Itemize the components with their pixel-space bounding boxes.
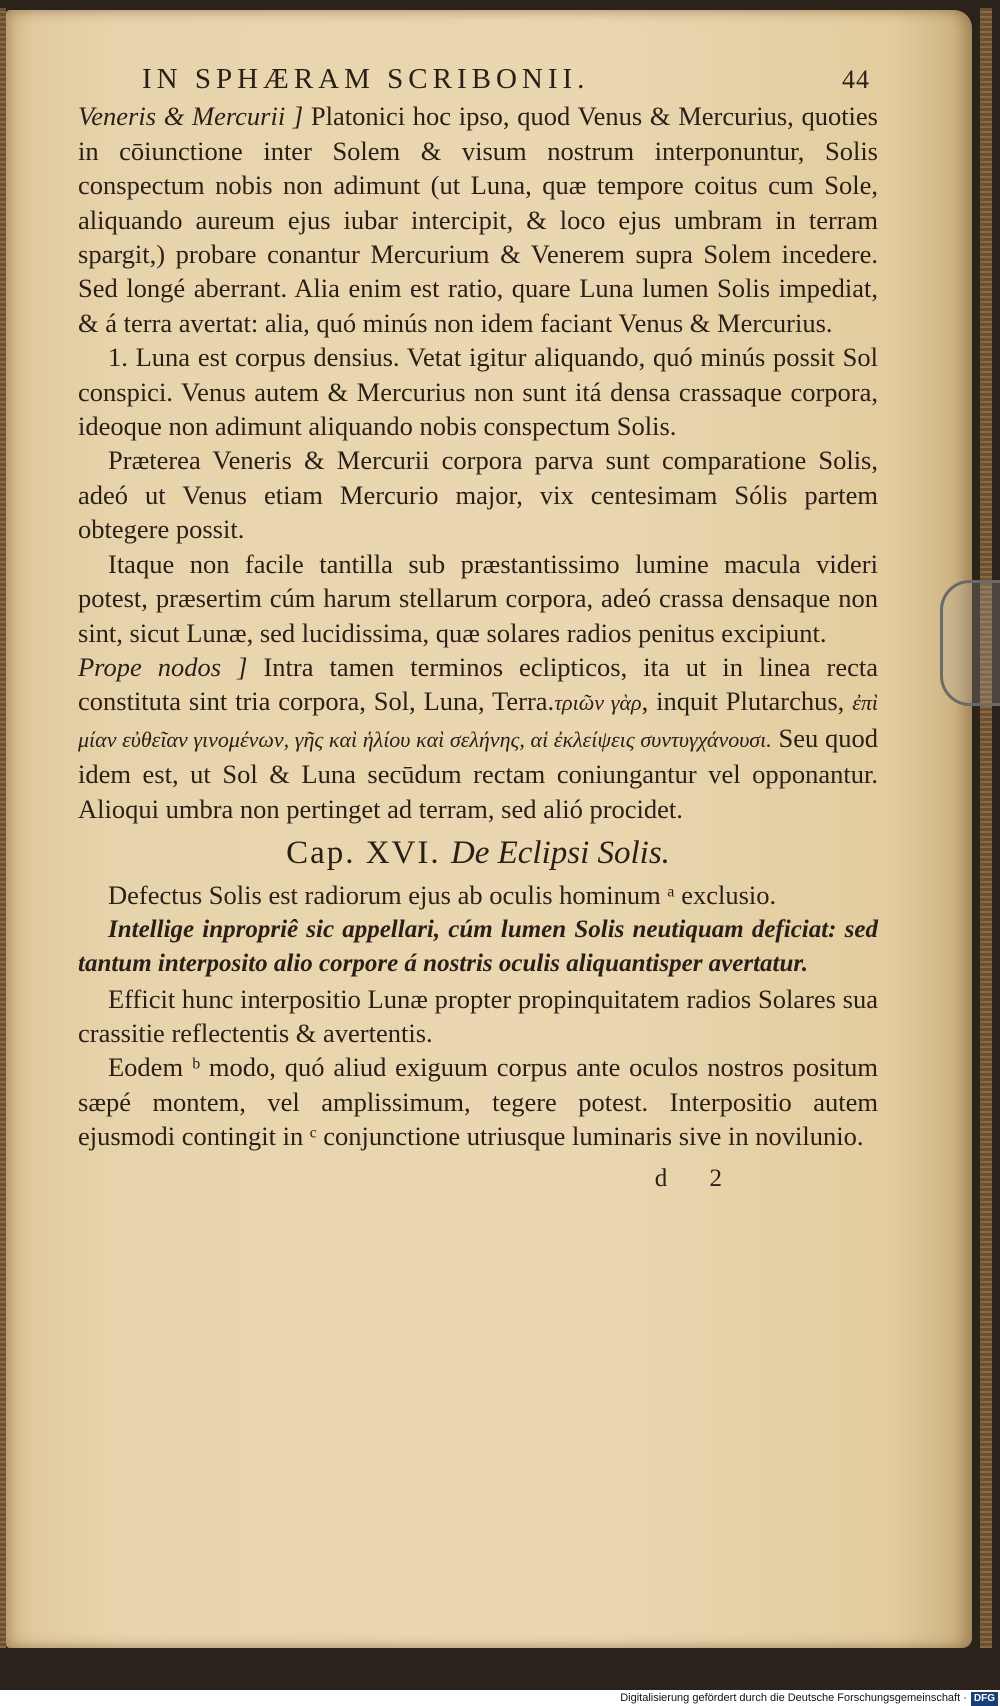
chapter-heading — [78, 836, 878, 870]
paragraph-itaque — [78, 547, 878, 650]
page-stack-edge-right — [980, 8, 992, 1648]
greek-quote: ἐπὶ μίαν εὐθεῖαν γινομένων, γῆς καὶ ἡλίου καὶ σελήνης, αἱ ἐκλείψεις συντυγχάνουσι. — [78, 690, 879, 752]
page-clip — [940, 580, 1000, 706]
paragraph-text: Præterea Veneris & Mercurii corpora parva sunt comparatione Solis, adeó ut Venus etiam Mercurio major, vix centesimam Sólis partem obtegere possit. — [78, 445, 878, 545]
paragraph-text: Defectus Solis est radiorum ejus ab oculis hominum ᵃ exclusio. — [108, 880, 777, 911]
paragraph-text: 1. Luna est corpus densius. Vetat igitur aliquando, quó minús possit Sol conspici. Venus autem & Mercurius non sunt itá densa crassaque corpora, ideoque non adimunt aliquando nobis conspectum Solis. — [78, 342, 878, 442]
running-head-title: IN SPHÆRAM SCRIBONII. — [142, 63, 590, 95]
chapter-title: De Eclipsi Solis. — [450, 834, 670, 871]
signature-mark: d 2 — [654, 1164, 740, 1192]
paragraph-text: Intra tamen terminos eclipticos, ita ut in linea recta constituta sint tria corpora, Sol, Luna, Terra. — [78, 651, 879, 717]
paragraph-luna-densius — [78, 340, 878, 443]
paragraph-efficit — [78, 982, 878, 1051]
running-head — [78, 62, 878, 97]
paragraph-text: , inquit Plutarchus, — [641, 686, 845, 717]
paragraph-text: Itaque non facile tantilla sub præstantissimo lumine macula videri potest, præsertim cúm harum stellarum corpora, adeó crassa densaque non sint, sicut Lunæ, sed lucidissima, quæ solares radios penitus excipiunt. — [78, 548, 878, 648]
greek-quote: τριῶν γὰρ — [554, 690, 642, 716]
paragraph-text: Platonici hoc ipso, quod Venus & Mercurius, quoties in cōiunctione inter Solem & visum nostrum interponuntur, Solis conspectum nobis non adimunt (ut Luna, quæ tempore coitus cum Sole, aliquando aureum ejus iubar intercipit, & loco ejus umbram in terram spargit,) probare conantur Mercurium & Venerem supra Solem incedere. Sed longé aberrant. Alia enim est ratio, quare Luna lumen Solis impediat, & á terra avertat: alia, quó minús non idem faciant Venus & Mercurius. — [78, 101, 878, 338]
chapter-number: Cap. XVI. — [286, 834, 441, 871]
footer-credit: Digitalisierung gefördert durch die Deutsche Forschungsgemeinschaft · — [620, 1692, 967, 1704]
paragraph-defectus — [78, 878, 878, 912]
dfg-logo: DFG — [971, 1692, 998, 1706]
book-page — [6, 10, 972, 1648]
page-text — [78, 62, 878, 1196]
paragraph-praeterea — [78, 443, 878, 546]
paragraph-intellige — [78, 913, 878, 982]
paragraph-text: Efficit hunc interpositio Lunæ propter propinquitatem radios Solares sua crassitie reflectentis & avertentis. — [78, 983, 878, 1048]
paragraph-text: Eodem ᵇ modo, quó aliud exiguum corpus ante oculos nostros positum sæpé montem, vel amplissimum, tegere potest. Interpositio autem ejusmodi contingit in ᶜ conjunctione utriusque luminaris sive in novilunio. — [78, 1052, 878, 1152]
footer-bar — [0, 1690, 1000, 1706]
paragraph-veneris — [78, 99, 878, 340]
folio-number: 44 — [842, 65, 870, 94]
paragraph-text: Intellige inpropriê sic appellari, cúm lumen Solis neutiquam deficiat: sed tantum interposito alio corpore á nostris oculis aliquantisper avertatur. — [78, 915, 878, 978]
paragraph-eodem — [78, 1050, 878, 1153]
paragraph-text: Seu quod idem est, ut Sol & Luna secūdum rectam coniungantur vel opponantur. Alioqui umbra non pertinget ad terram, sed alió procidet. — [78, 722, 879, 824]
lemma: Prope nodos ] — [78, 651, 248, 682]
lemma: Veneris & Mercurii ] — [78, 101, 304, 132]
paragraph-prope-nodos — [78, 650, 878, 826]
